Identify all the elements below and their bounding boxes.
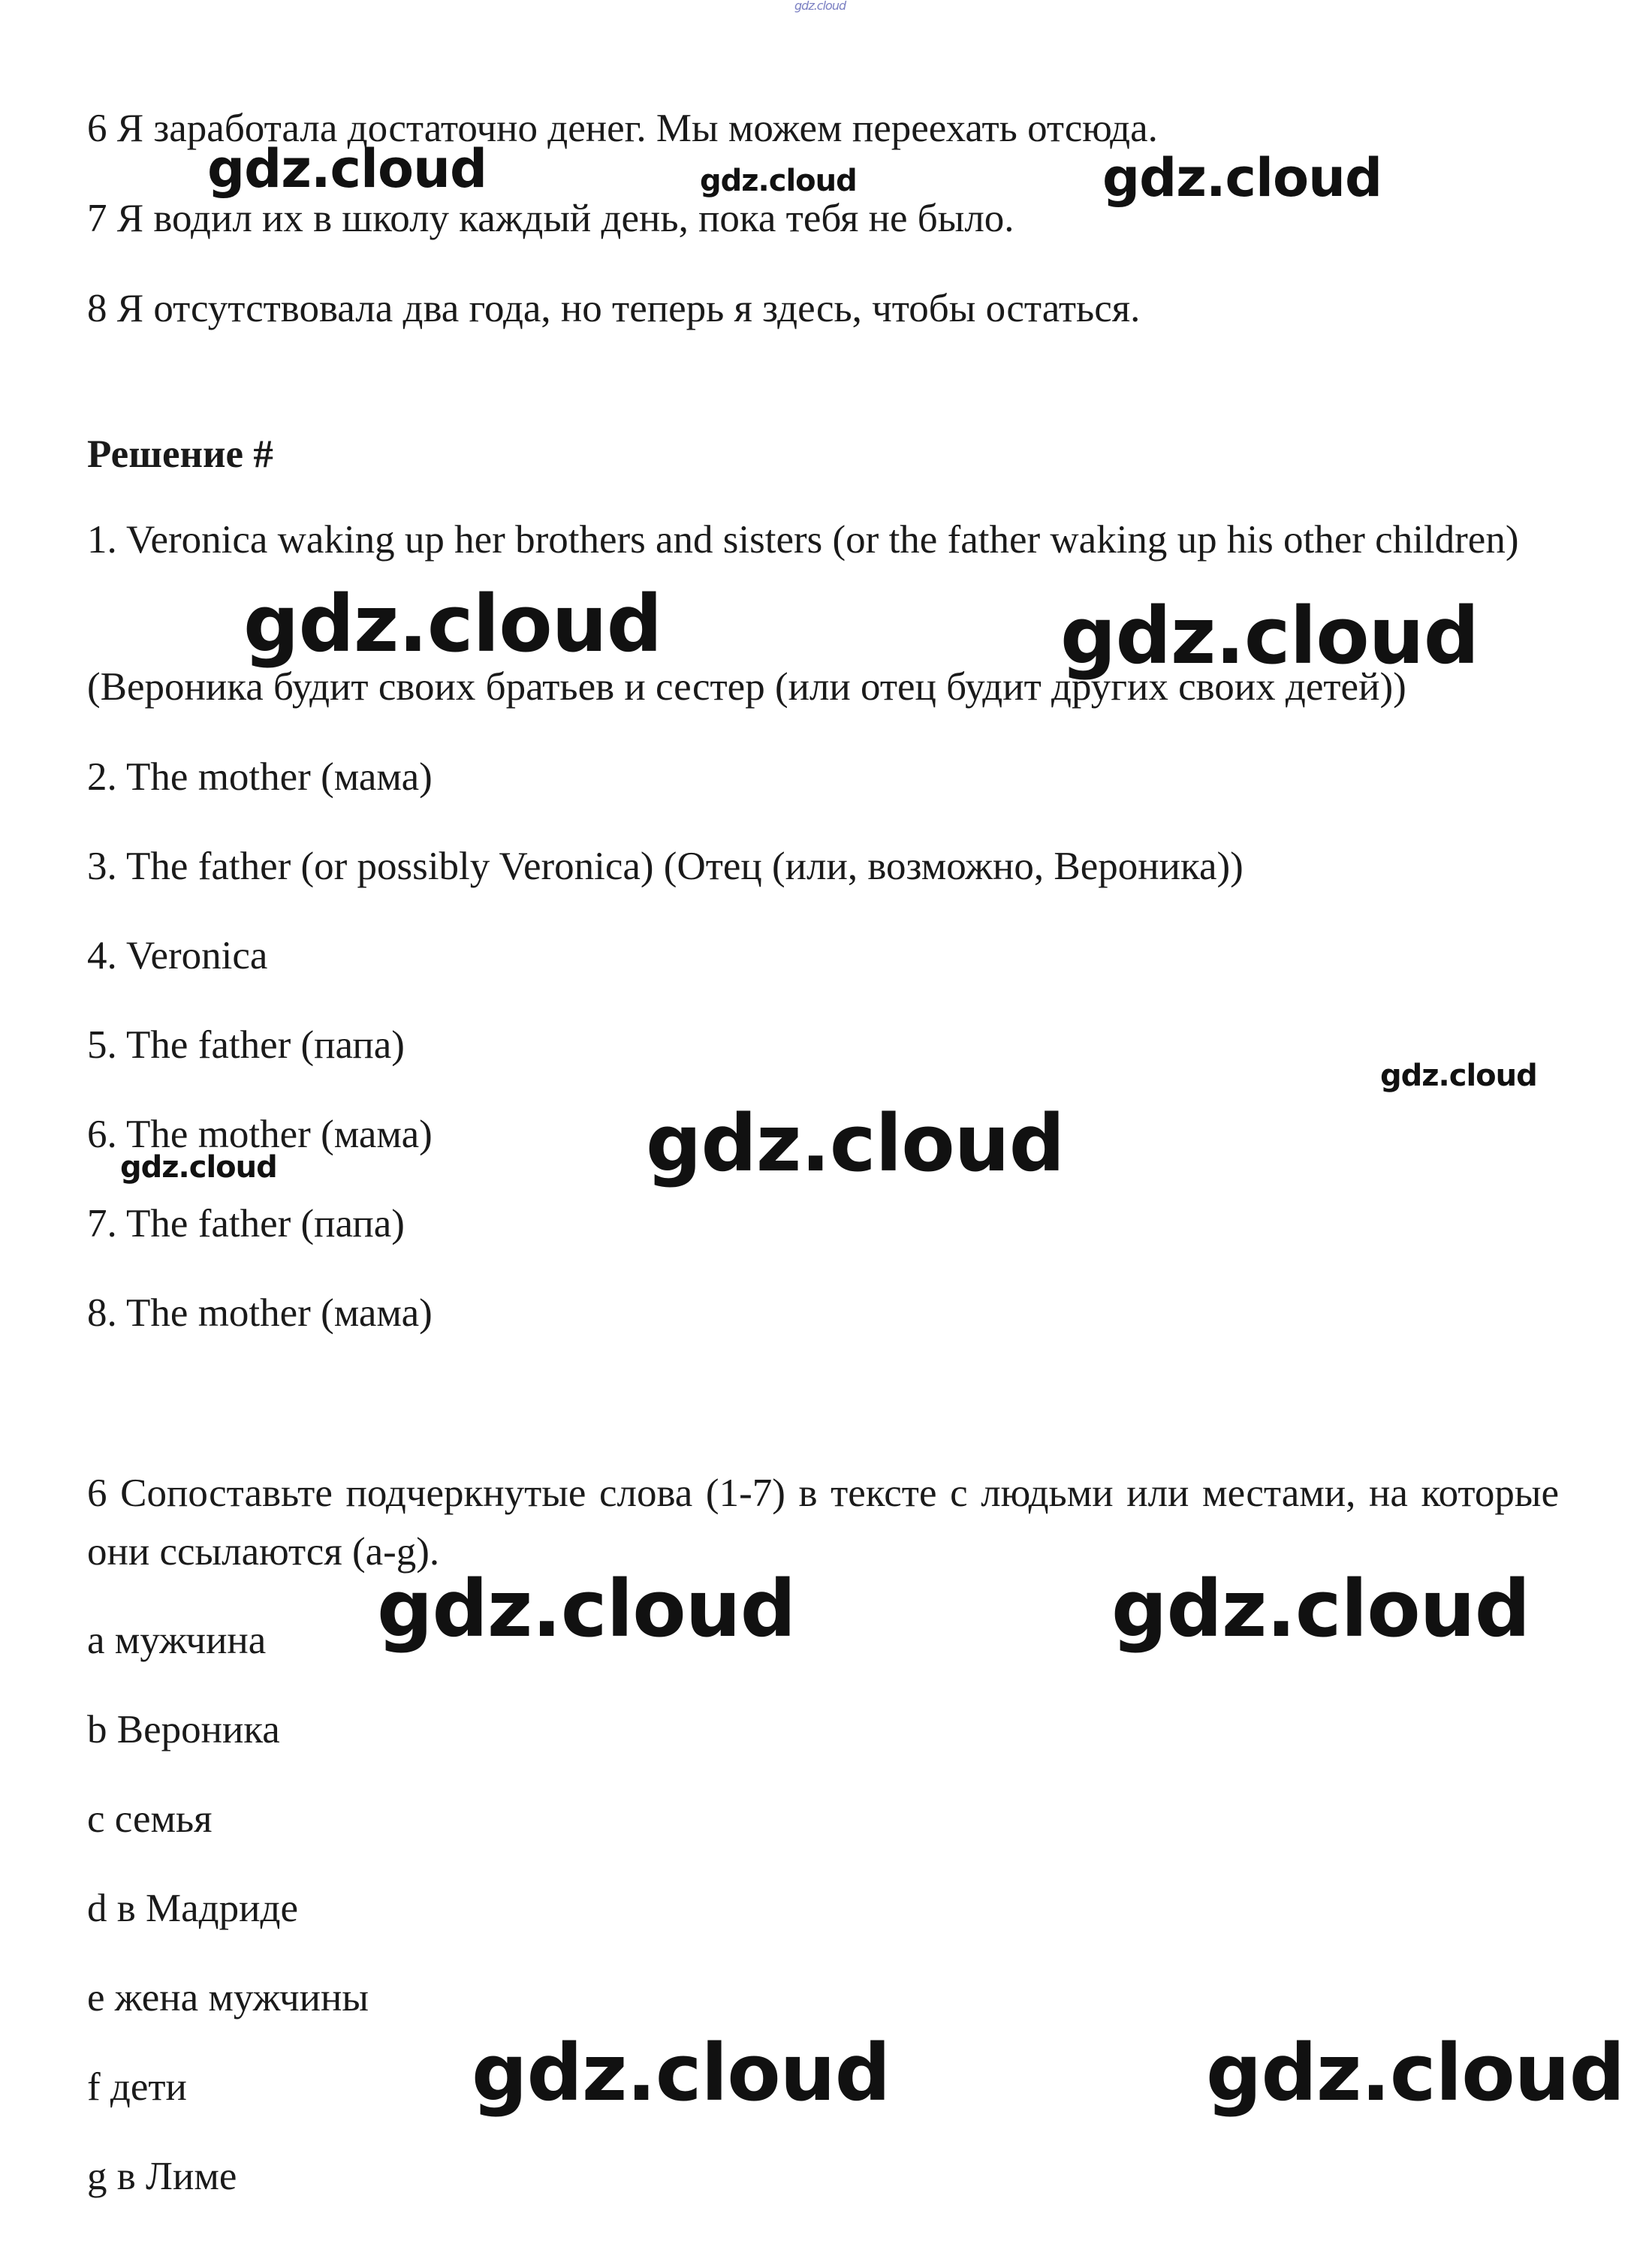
- watermark: gdz.cloud: [1111, 1563, 1530, 1655]
- watermark: gdz.cloud: [243, 578, 662, 670]
- watermark: gdz.cloud: [207, 138, 487, 200]
- translation-line-7: 7 Я водил их в школу каждый день, пока тебя не было.: [87, 197, 1014, 240]
- answer-4: 4. Veronica: [87, 934, 268, 977]
- answer-6: 6. The mother (мама): [87, 1113, 433, 1156]
- watermark: gdz.cloud: [646, 1098, 1065, 1189]
- watermark: gdz.cloud: [1060, 590, 1479, 682]
- watermark: gdz.cloud: [700, 164, 857, 198]
- watermark: gdz.cloud: [1380, 1059, 1537, 1093]
- answer-5: 5. The father (папа): [87, 1023, 405, 1067]
- task6-option-a: a мужчина: [87, 1619, 267, 1662]
- watermark: gdz.cloud: [472, 2027, 891, 2119]
- task6-option-d: d в Мадриде: [87, 1887, 298, 1930]
- answer-3: 3. The father (or possibly Veronica) (Отец (или, возможно, Вероника)): [87, 845, 1244, 888]
- top-watermark: gdz.cloud: [794, 0, 846, 13]
- task6-option-e: e жена мужчины: [87, 1976, 369, 2020]
- watermark: gdz.cloud: [1206, 2027, 1625, 2119]
- task6-option-f: f дети: [87, 2065, 187, 2109]
- answer-1-translation: (Вероника будит своих братьев и сестер (или отец будит других своих детей)): [87, 665, 1406, 709]
- answer-7: 7. The father (папа): [87, 1202, 405, 1245]
- answer-8: 8. The mother (мама): [87, 1291, 433, 1335]
- translation-line-6: 6 Я заработала достаточно денег. Мы можем переехать отсюда.: [87, 107, 1158, 150]
- task6-option-g: g в Лиме: [87, 2155, 237, 2198]
- answer-1: 1. Veronica waking up her brothers and sisters (or the father waking up his other children): [87, 518, 1519, 562]
- translation-line-8: 8 Я отсутствовала два года, но теперь я здесь, чтобы остаться.: [87, 287, 1141, 330]
- task6-prompt: 6 Сопоставьте подчеркнутые слова (1-7) в тексте с людьми или местами, на которые они ссылаются (a-g).: [87, 1471, 1559, 1574]
- watermark: gdz.cloud: [1102, 147, 1382, 209]
- watermark: gdz.cloud: [377, 1563, 796, 1655]
- task6-option-c: c семья: [87, 1797, 213, 1841]
- answer-2: 2. The mother (мама): [87, 755, 433, 799]
- solution-heading: Решение #: [87, 432, 273, 476]
- task6-option-b: b Вероника: [87, 1708, 280, 1751]
- watermark: gdz.cloud: [120, 1150, 277, 1185]
